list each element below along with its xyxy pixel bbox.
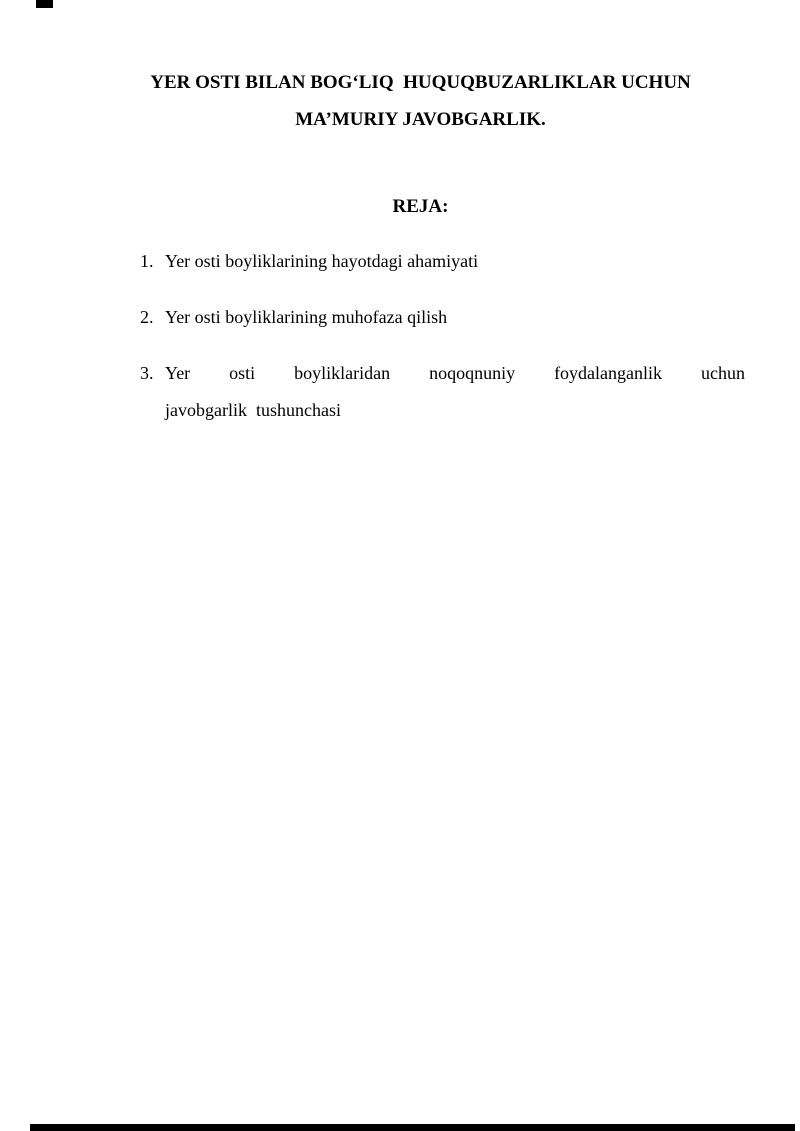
document-content — [0, 0, 800, 429]
list-item — [140, 355, 745, 429]
page-edge-artifact-bottom — [30, 1124, 795, 1131]
list-item-text: Yer osti boyliklarining muhofaza qilish — [165, 307, 448, 327]
list-item-number: 2. — [140, 307, 154, 327]
list-item — [140, 243, 745, 280]
list-item-body — [165, 243, 745, 280]
list-item-number: 1. — [140, 251, 154, 271]
list-item — [140, 299, 745, 336]
list-item-body — [165, 299, 745, 336]
document-title — [96, 64, 745, 138]
list-item-text: javobgarlik tushunchasi — [165, 400, 341, 420]
title-line-2: MA’MURIY JAVOBGARLIK. — [295, 109, 546, 130]
title-line-1: YER OSTI BILAN BOG‘LIQ HUQUQBUZARLIKLAR UCHUN — [150, 72, 691, 93]
list-item-body — [165, 355, 745, 429]
list-item-text: Yer osti boyliklarining hayotdagi ahamiyati — [165, 251, 479, 271]
list-item-number: 3. — [140, 363, 154, 383]
list-item-text: Yer osti boyliklaridan noqoqnuniy foydalanganlik uchun — [165, 363, 745, 383]
plan-heading: REJA: — [392, 196, 449, 217]
plan-list — [140, 243, 745, 429]
